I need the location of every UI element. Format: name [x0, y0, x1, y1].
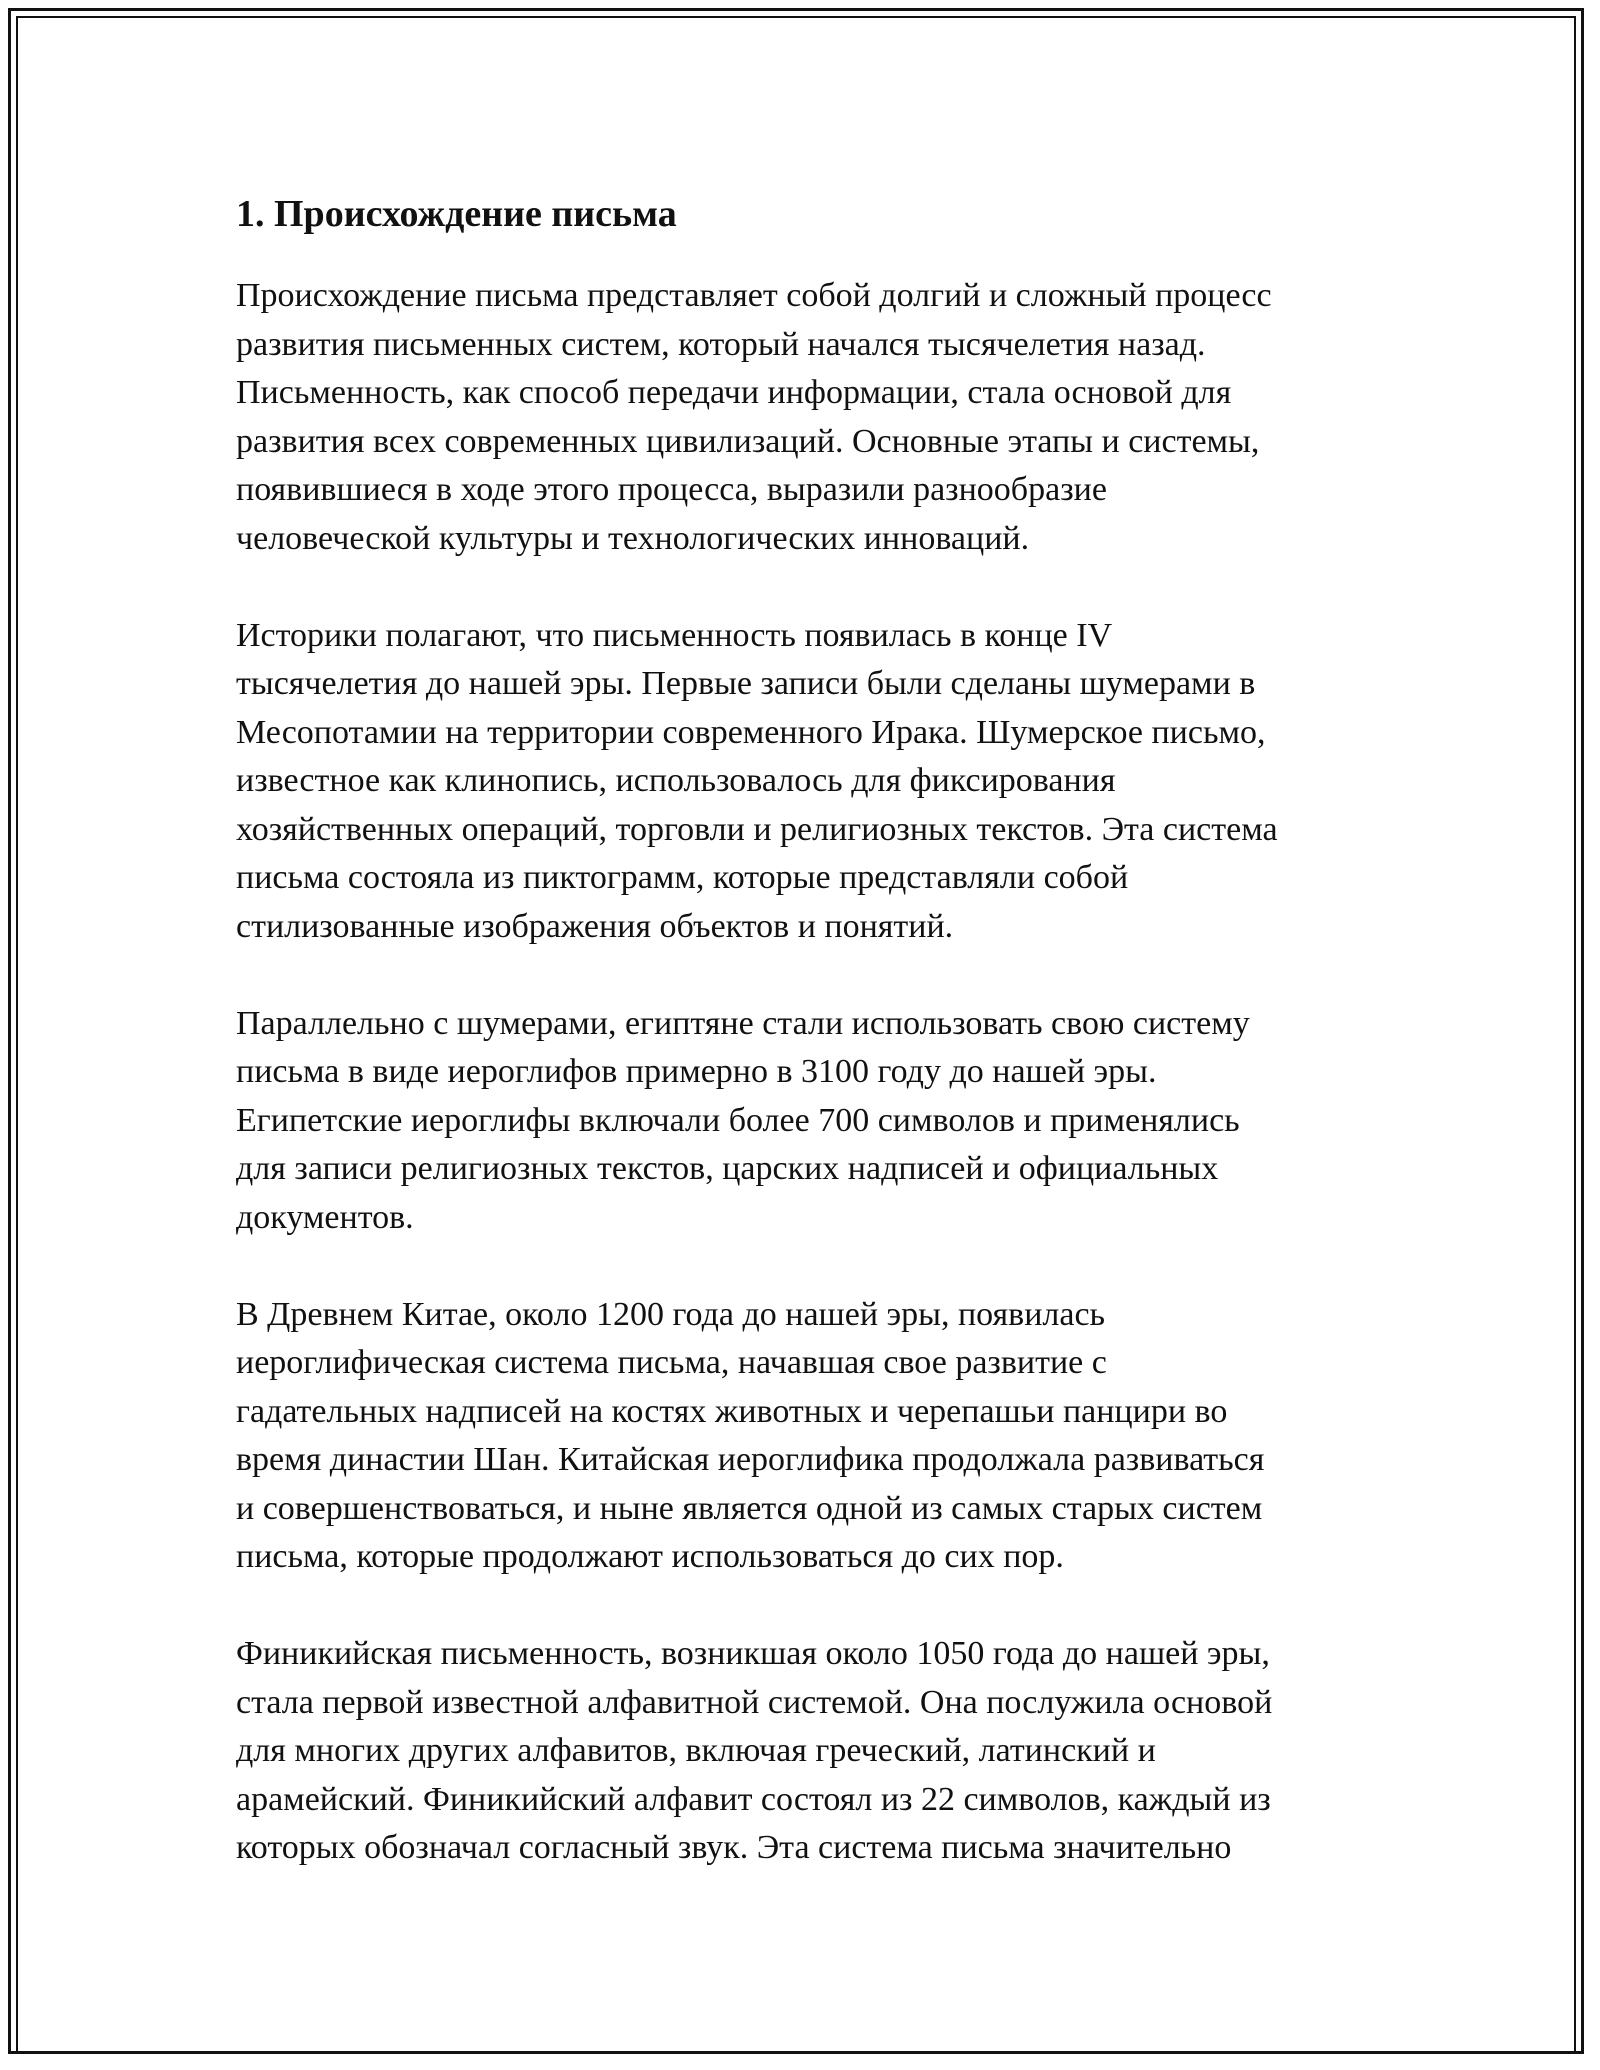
- paragraph: [236, 1291, 1366, 1582]
- text-line: Египетские иероглифы включали более 700 символов и применялись: [236, 1101, 1240, 1139]
- paragraph: [236, 272, 1366, 563]
- text-line: арамейский. Финикийский алфавит состоял из 22 символов, каждый из: [236, 1780, 1271, 1818]
- paragraph-list: [236, 272, 1366, 1873]
- text-line: Происхождение письма представляет собой долгий и сложный процесс: [236, 277, 1272, 314]
- text-line: стала первой известной алфавитной системой. Она послужила основой: [236, 1683, 1273, 1721]
- paragraph: [236, 1630, 1366, 1873]
- paragraph: [236, 1000, 1366, 1243]
- text-line: документов.: [236, 1198, 414, 1236]
- text-line: человеческой культуры и технологических инноваций.: [236, 519, 1030, 557]
- text-line: тысячелетия до нашей эры. Первые записи были сделаны шумерами в: [236, 665, 1256, 702]
- text-line: для записи религиозных текстов, царских надписей и официальных: [236, 1150, 1219, 1187]
- text-line: письма состояла из пиктограмм, которые представляли собой: [236, 859, 1129, 896]
- text-line: письма в виде иероглифов примерно в 3100 году до нашей эры.: [236, 1053, 1157, 1090]
- text-line: письма, которые продолжают использоваться до сих пор.: [236, 1538, 1064, 1575]
- text-line: Параллельно с шумерами, египтяне стали использовать свою систему: [236, 1004, 1250, 1042]
- text-line: для многих других алфавитов, включая греческий, латинский и: [236, 1732, 1156, 1769]
- text-line: иероглифическая система письма, начавшая свое развитие с: [236, 1344, 1107, 1381]
- paragraph: [236, 612, 1366, 952]
- text-line: развития всех современных цивилизаций. Основные этапы и системы,: [236, 422, 1260, 460]
- text-line: и совершенствоваться, и ныне является одной из самых старых систем: [236, 1489, 1263, 1527]
- text-line: известное как клинопись, использовалось для фиксирования: [236, 762, 1116, 799]
- text-line: гадательных надписей на костях животных и черепашьи панцири во: [236, 1392, 1228, 1430]
- text-line: Финикийская письменность, возникшая около 1050 года до нашей эры,: [236, 1635, 1270, 1672]
- text-line: Письменность, как способ передачи информации, стала основой для: [236, 374, 1232, 411]
- text-line: которых обозначал согласный звук. Эта система письма значительно: [236, 1829, 1232, 1866]
- text-line: В Древнем Китае, около 1200 года до нашей эры, появилась: [236, 1295, 1106, 1333]
- text-line: появившиеся в ходе этого процесса, выразили разнообразие: [236, 471, 1107, 508]
- text-line: хозяйственных операций, торговли и религиозных текстов. Эта система: [236, 810, 1278, 848]
- section-heading: 1. Происхождение письма: [236, 193, 677, 235]
- text-line: стилизованные изображения объектов и понятий.: [236, 907, 954, 945]
- text-line: Историки полагают, что письменность появилась в конце IV: [236, 616, 1113, 654]
- document-body: [236, 186, 1366, 1873]
- text-line: время династии Шан. Китайская иероглифика продолжала развиваться: [236, 1441, 1265, 1478]
- text-line: развития письменных систем, который начался тысячелетия назад.: [236, 325, 1206, 363]
- text-line: Месопотамии на территории современного Ирака. Шумерское письмо,: [236, 713, 1266, 751]
